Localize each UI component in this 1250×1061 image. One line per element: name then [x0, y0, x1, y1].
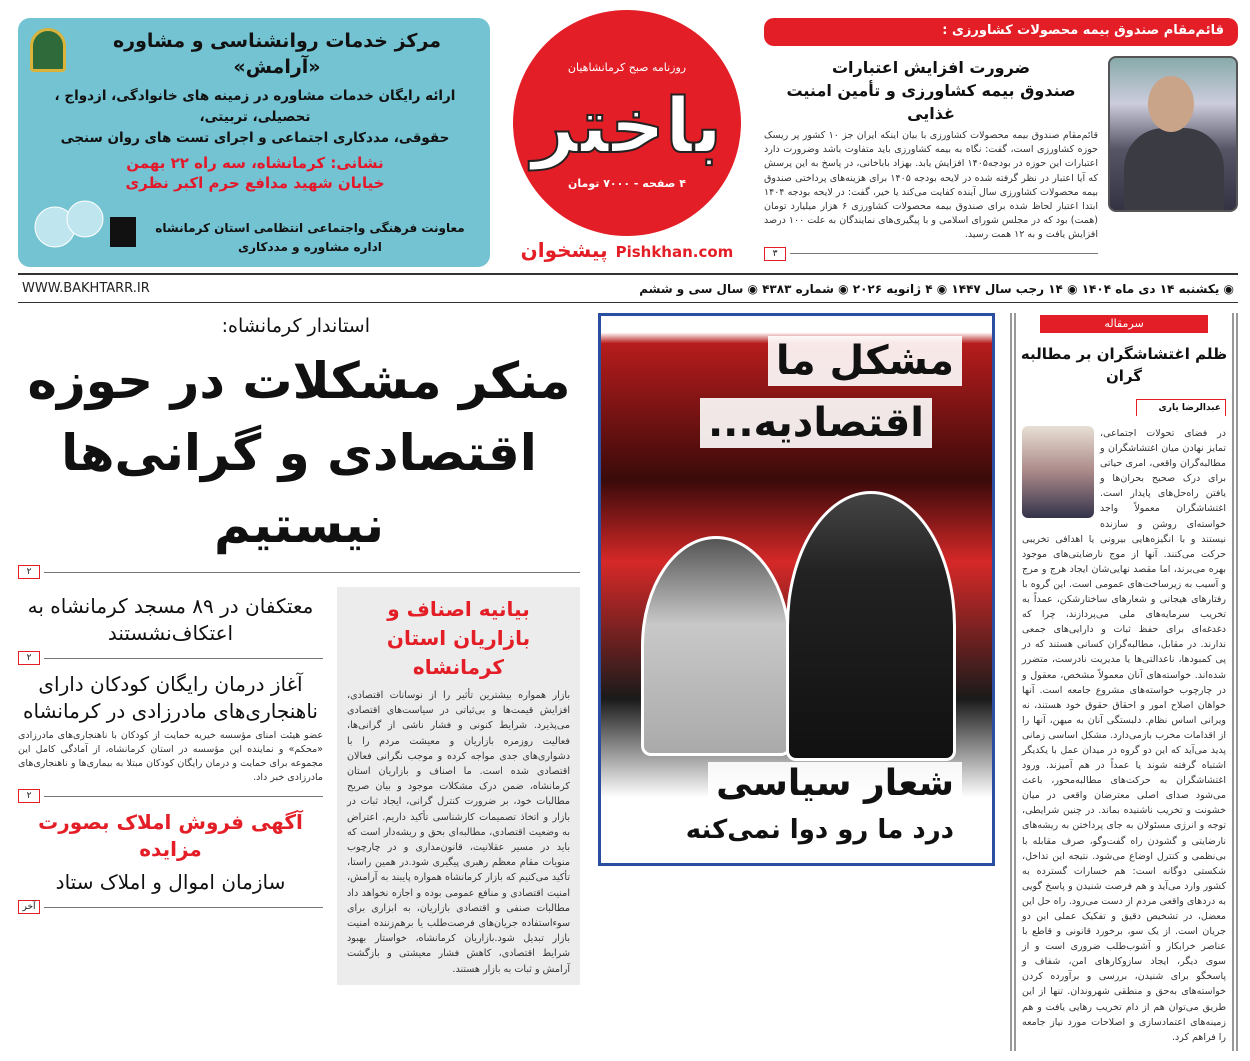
dateline: ◉ یکشنبه ۱۴ دی ماه ۱۴۰۴ ◉ ۱۴ رجب سال ۱۴۴۷ ◉ ۴ ژانویه ۲۰۲۶ ◉ شماره ۴۳۸۳ ◉ سال سی و ششم	[639, 281, 1234, 296]
poster-text-1: مشکل ما	[768, 336, 962, 386]
divider	[18, 302, 1238, 303]
editorial-body: در فضای تحولات اجتماعی، تمایز نهادن میان اغتشاشگران و مطالبه‌گران واقعی، امری حیاتی برای درک صحیح بحران‌ها و یافتن راه‌حل‌های پایدار است. اغتشاشگران معمولاً واجد خواسته‌ای روشن و سازنده نیستند و با انگیزه‌هایی بیرونی یا اهدافی تخریبی حرکت می‌کنند. آنها از موج نارضایتی‌های موجود بهره می‌برند، اما مقصد نهایی‌شان ایجاد هرج و مرج و آسیب به زیرساخت‌های عمومی است. این گروه با رفتارهای هیجانی و شعارهای ساختارشکن، عمداً به تخریب سرمایه‌های ملی می‌پردازند، چرا که دغدغه‌ای برای حفظ ثبات و دارایی‌های جمعی ندارند. در مقابل، مطالبه‌گران کسانی هستند که در پی کمبودها، ناعدالتی‌ها یا مدیریت نادرست، متضرر شده‌اند. خواسته‌های آنان معمولاً مشخص، معقول و در چارچوب خواسته‌های مشروع جامعه است. آنها خواهان اصلاح امور و احقاق حقوق خود هستند، نه ویرانی اساس نظام. دلبستگی آنان به میهن، آنها را از اقدامات مخرب بازمی‌دارد. مشکل اساسی زمانی پدید می‌آید که این دو گروه در میدان عمل با یکدیگر اشتباه گرفته شوند یا عمداً در هم آمیزند. ورود اغتشاشگران به حرکت‌های مطالبه‌محور، باعث می‌شود صدای اصلی معترضان واقعی در میان خشونت و تخریب ناشنیده بماند. در چنین شرایطی، توجه و انرژی مسئولان به جای پرداختن به ریشه‌های نارضایتی و گشودن راه گفت‌وگو، صرف مقابله با بی‌نظمی و کنترل اوضاع می‌شود. نتیجه این تداخل، شکستی دوگانه است: هم خسارات گسترده به کشور وارد می‌آید و هم فرصت شنیدن و پاسخ گویی به دردهای واقعی مردم از دست می‌رود. راه حل این معضل، در تشخیص دقیق و تفکیک عملی این دو جریان است. از یک سو، برخورد قانونی و قاطع با عناصر خرابکار و آشوب‌طلب ضروری است و از سوی دیگر، ایجاد سازوکارهای امن، شفاف و پاسخگو برای شنیدن، بررسی و برآورده کردن خواسته‌های به‌حق و منطقی شهروندان. تنها از این طریق می‌توان هم از دام تخریب رهایی یافت و هم زمینه‌های اعتمادسازی و اصلاحات مورد نیاز جامعه را فراهم کرد.	[1022, 428, 1226, 1043]
ad-org-line: اداره مشاوره و مددکاری	[238, 240, 382, 254]
ad-address-line: خیابان شهید مدافع حرم اکبر نظری	[125, 174, 385, 192]
ad-org-line: معاونت فرهنگی واجتماعی انتظامی استان کرمانشاه	[155, 221, 465, 235]
top-story-body: قائم‌مقام صندوق بیمه محصولات کشاورزی با بیان اینکه ایران جز ۱۰ کشور پر ریسک حوزه کشاورزی است، گفت: نگاه به بیمه کشاورزی باید متفاوت باشد وضرورت دارد اعتبارات این حوزه در بودجه۱۴۰۵ افزایش یابد. بهزاد باباخانی، در پاسخ به این پرسش که آیا اعتبار در نظر گرفته شده در لایحه بودجه ۱۴۰۵ برای هزینه‌های پرداختی صندوق بیمه محصولات کشاورزی سال آینده کفایت می‌کند یا خیر، گفت: در لایحه بودجه ۱۴۰۴ ابتدا اعتبار لحاظ شده برای صندوق بیمه محصولات کشاورزی ۶ هزار میلیارد تومان (همت) بود که در مجلس شورای اسلامی و با پیگیری‌های نمایندگان به علت ۱۰۰ درصد افزایش یافت و به ۱۲ همت رسید.	[764, 130, 1098, 241]
editorial-column	[1010, 313, 1238, 1051]
ad-organization	[140, 219, 480, 257]
ad-body	[30, 86, 480, 149]
page-ref: ۲	[18, 789, 40, 803]
poster-image	[598, 313, 995, 866]
news-item-body: عضو هیئت امنای مؤسسه خیریه حمایت از کودکان با ناهنجاری‌های مادرزادی «محکم» و نماینده این مؤسسه در استان کرمانشاه، از آمادگی کامل این مجموعه برای حمایت و درمان رایگان کودکان مبتلا به بیماری‌ها و ناهنجاری‌های مادرزادی خبر داد.	[18, 730, 323, 783]
lead-kicker: استاندار کرمانشاه:	[221, 315, 370, 337]
masthead-subtitle: روزنامه صبح کرمانشاهیان	[567, 61, 687, 74]
lead-headline[interactable]: منکر مشکلات در حوزه اقتصادی و گرانی‌ها نیستیم	[27, 352, 571, 554]
ad-address	[30, 153, 480, 193]
poster-text-4: درد ما رو دوا نمی‌کنه	[678, 812, 962, 848]
counseling-illustration-icon	[30, 197, 140, 257]
news-items	[18, 587, 323, 914]
divider	[44, 907, 323, 908]
page-ref: آخر	[18, 900, 40, 914]
news-item-headline[interactable]: معتکفان در ۸۹ مسجد کرمانشاه به اعتکاف‌نشستند	[27, 594, 314, 645]
editorial-tag: سرمقاله	[1040, 315, 1208, 333]
author-photo	[1022, 426, 1094, 518]
divider	[790, 253, 1098, 254]
watermark-url: Pishkhan.com	[615, 243, 734, 261]
divider	[44, 658, 323, 659]
statement-body: بازار همواره بیشترین تأثیر را از نوسانات اقتصادی، افزایش قیمت‌ها و بی‌ثباتی در سیاست‌های اقتصادی می‌پذیرد. شرایط کنونی و فشار ناشی از گرانی‌ها، فعالیت روزمره بازاریان و معیشت مردم را با دشواری‌های جدی مواجه کرده و موجب نگرانی فعالان اقتصادی شده است. ما اصناف و بازاریان استان کرمانشاه، ضمن درک مشکلات موجود و بیان صریح مطالبات خود، بر ضرورت کنترل گرانی، ایجاد ثبات در بازار و اتخاذ تصمیمات کارشناسی تأکید داریم. اعتراض به وضعیت اقتصادی، مطالبه‌ای بحق و ریشه‌دار است که باید در مسیر عقلانیت، قانون‌مداری و در چارچوب منویات مقام معظم رهبری پیگیری شود.در همین راستا، تأکید می‌کنیم که بازار کرمانشاه همواره پایبند به آرامش، امنیت اقتصادی و منافع عمومی بوده و اجازه نخواهد داد مطالبات صنفی و اقتصادی بازاریان، به ابزاری برای سوءاستفاده جریان‌های فرصت‌طلب یا برهم‌زننده امنیت بازار تبدیل شود.بازاریان کرمانشاه، خواستار بهبود شرایط اقتصادی، کاهش فشار معیشتی و بازگشت آرامش و ثبات به بازار هستند.	[347, 690, 570, 975]
masthead-name: باختر	[531, 81, 723, 170]
news-item-headline[interactable]: آغاز درمان رایگان کودکان دارای ناهنجاری‌های مادرزادی در کرمانشاه	[23, 672, 318, 723]
statement-headline[interactable]: بیانیه اصناف و بازاریان استان کرمانشاه	[386, 597, 531, 679]
lead-section	[18, 313, 580, 985]
price-label: ۴ صفحه - ۷۰۰۰ تومان	[568, 177, 686, 190]
auction-subheadline: سازمان اموال و املاک ستاد	[55, 870, 286, 894]
ad-title: مرکز خدمات روانشناسی و مشاوره «آرامش»	[112, 30, 442, 78]
auction-headline[interactable]: آگهی فروش املاک بصورت مزایده	[38, 810, 303, 861]
divider	[44, 796, 323, 797]
top-story-kicker: قائم‌مقام صندوق بیمه محصولات کشاورزی :	[764, 18, 1238, 46]
statement-box	[337, 587, 580, 985]
website[interactable]: WWW.BAKHTARR.IR	[22, 281, 150, 296]
top-story-photo	[1108, 56, 1238, 212]
editorial-body-wrap	[1016, 426, 1232, 1045]
masthead	[496, 10, 758, 262]
divider	[18, 273, 1238, 275]
page-ref: ۳	[764, 247, 786, 261]
page-ref: ۲	[18, 651, 40, 665]
ad-body-line: ارائه رایگان خدمات مشاوره در زمینه های خانوادگی، ازدواج ، تحصیلی، تربیتی،	[54, 88, 456, 125]
watermark: پیشخوان	[520, 238, 608, 262]
divider	[44, 572, 580, 573]
person-left	[641, 536, 791, 756]
top-story	[764, 18, 1238, 261]
editorial-headline[interactable]: ظلم اغتشاشگران بر مطالبه گران	[1020, 345, 1228, 385]
ad-body-line: حقوقی، مددکاری اجتماعی و اجرای تست های روان سنجی	[60, 130, 450, 146]
person-right	[786, 491, 956, 761]
poster-text-3: شعار سیاسی	[708, 762, 962, 806]
page-ref: ۲	[18, 565, 40, 579]
header	[18, 10, 1238, 267]
headline-line: ضرورت افزایش اعتبارات	[831, 58, 1031, 77]
poster-text-2: اقتصادیه...	[700, 398, 932, 448]
police-emblem-icon	[30, 28, 66, 72]
editorial-author: عبدالرضا یاری	[1136, 399, 1226, 416]
counseling-ad	[18, 18, 490, 267]
top-story-headline[interactable]	[764, 56, 1098, 125]
ad-address-line: نشانی: کرمانشاه، سه راه ۲۲ بهمن	[126, 154, 384, 172]
masthead-logo	[513, 10, 741, 236]
headline-line: صندوق بیمه کشاورزی و تأمین امنیت غذایی	[786, 81, 1076, 123]
